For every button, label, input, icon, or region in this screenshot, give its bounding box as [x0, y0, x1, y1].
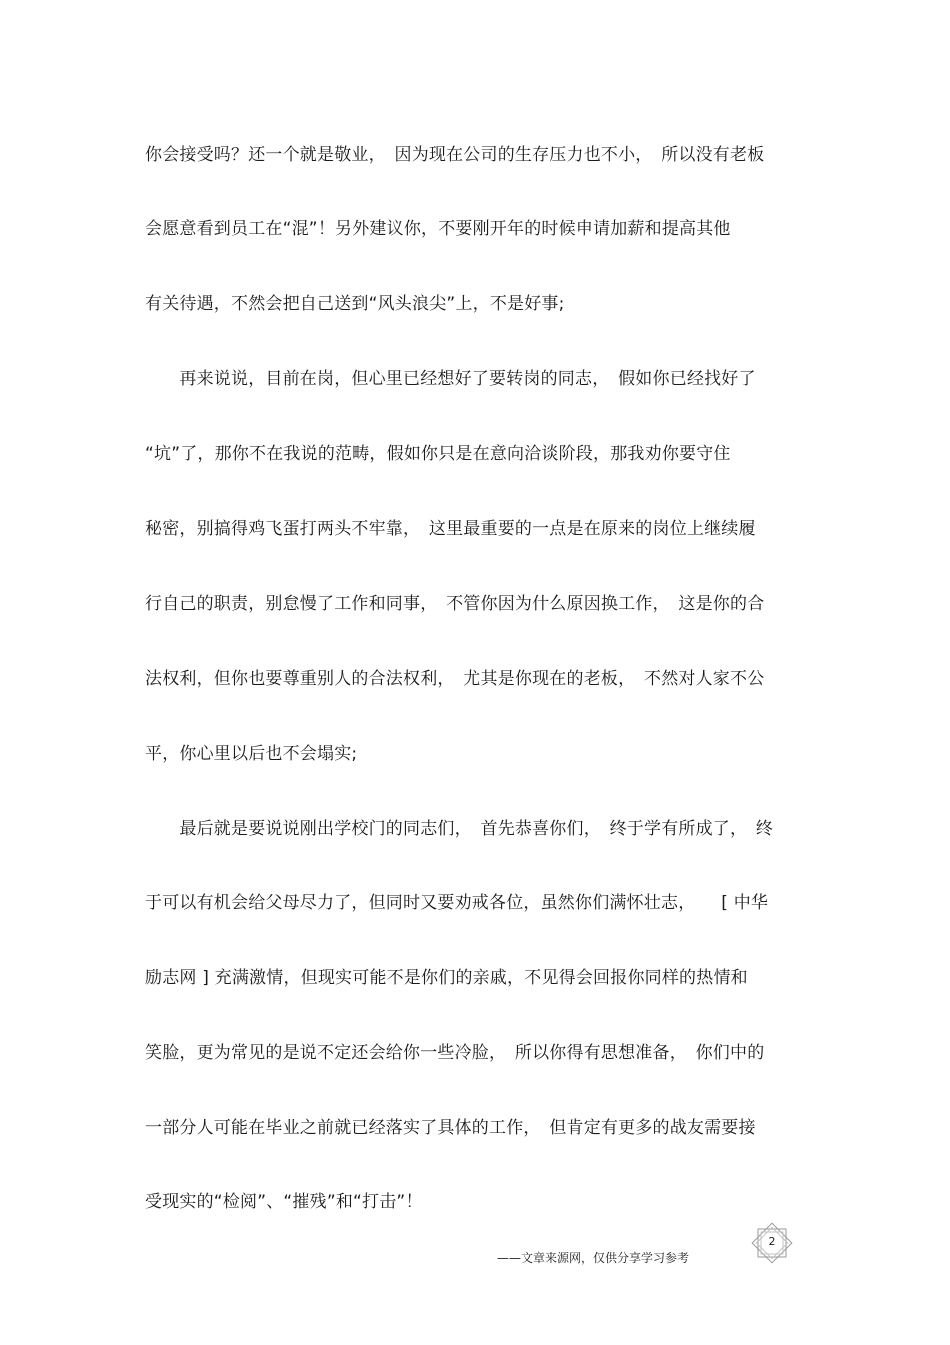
footer-source-note: ——文章来源网，仅供分享学习参考 — [497, 1251, 690, 1265]
page-number-badge — [749, 1220, 795, 1266]
text-line-13: 笑脸，更为常见的是说不定还会给你一些冷脸， 所以你得有思想准备， 你们中的 — [145, 1043, 765, 1063]
text-line-12: 励志网 ] 充满激情，但现实可能不是你们的亲戚，不见得会回报你同样的热情和 — [145, 968, 748, 988]
text-line-9: 平，你心里以后也不会塌实; — [145, 744, 358, 764]
text-line-15: 受现实的“检阅”、“摧残”和“打击”！ — [145, 1192, 423, 1212]
text-line-14: 一部分人可能在毕业之前就已经落实了具体的工作， 但肯定有更多的战友需要接 — [145, 1118, 756, 1138]
text-line-10: 最后就是要说说刚出学校门的同志们， 首先恭喜你们， 终于学有所成了， 终 — [145, 819, 774, 839]
text-line-11: 于可以有机会给父母尽力了，但同时又要劝戒各位，虽然你们满怀壮志， [ 中华 — [145, 893, 769, 913]
text-line-1: 你会接受吗？还一个就是敬业， 因为现在公司的生存压力也不小， 所以没有老板 — [145, 145, 765, 165]
text-line-6: 秘密，别搞得鸡飞蛋打两头不牢靠， 这里最重要的一点是在原来的岗位上继续履 — [145, 519, 756, 539]
text-line-7: 行自己的职责，别怠慢了工作和同事， 不管你因为什么原因换工作， 这是你的合 — [145, 594, 765, 614]
text-line-5: “坑”了，那你不在我说的范畴，假如你只是在意向洽谈阶段，那我劝你要守住 — [145, 444, 731, 464]
text-line-8: 法权利，但你也要尊重别人的合法权利， 尤其是你现在的老板， 不然对人家不公 — [145, 669, 765, 689]
page-number: 2 — [768, 1235, 776, 1248]
text-line-4: 再来说说，目前在岗，但心里已经想好了要转岗的同志， 假如你已经找好了 — [145, 369, 756, 389]
text-line-2: 会愿意看到员工在“混”！另外建议你，不要刚开年的时候申请加薪和提高其他 — [145, 219, 731, 239]
text-line-3: 有关待遇，不然会把自己送到“风头浪尖”上，不是好事; — [145, 294, 565, 314]
